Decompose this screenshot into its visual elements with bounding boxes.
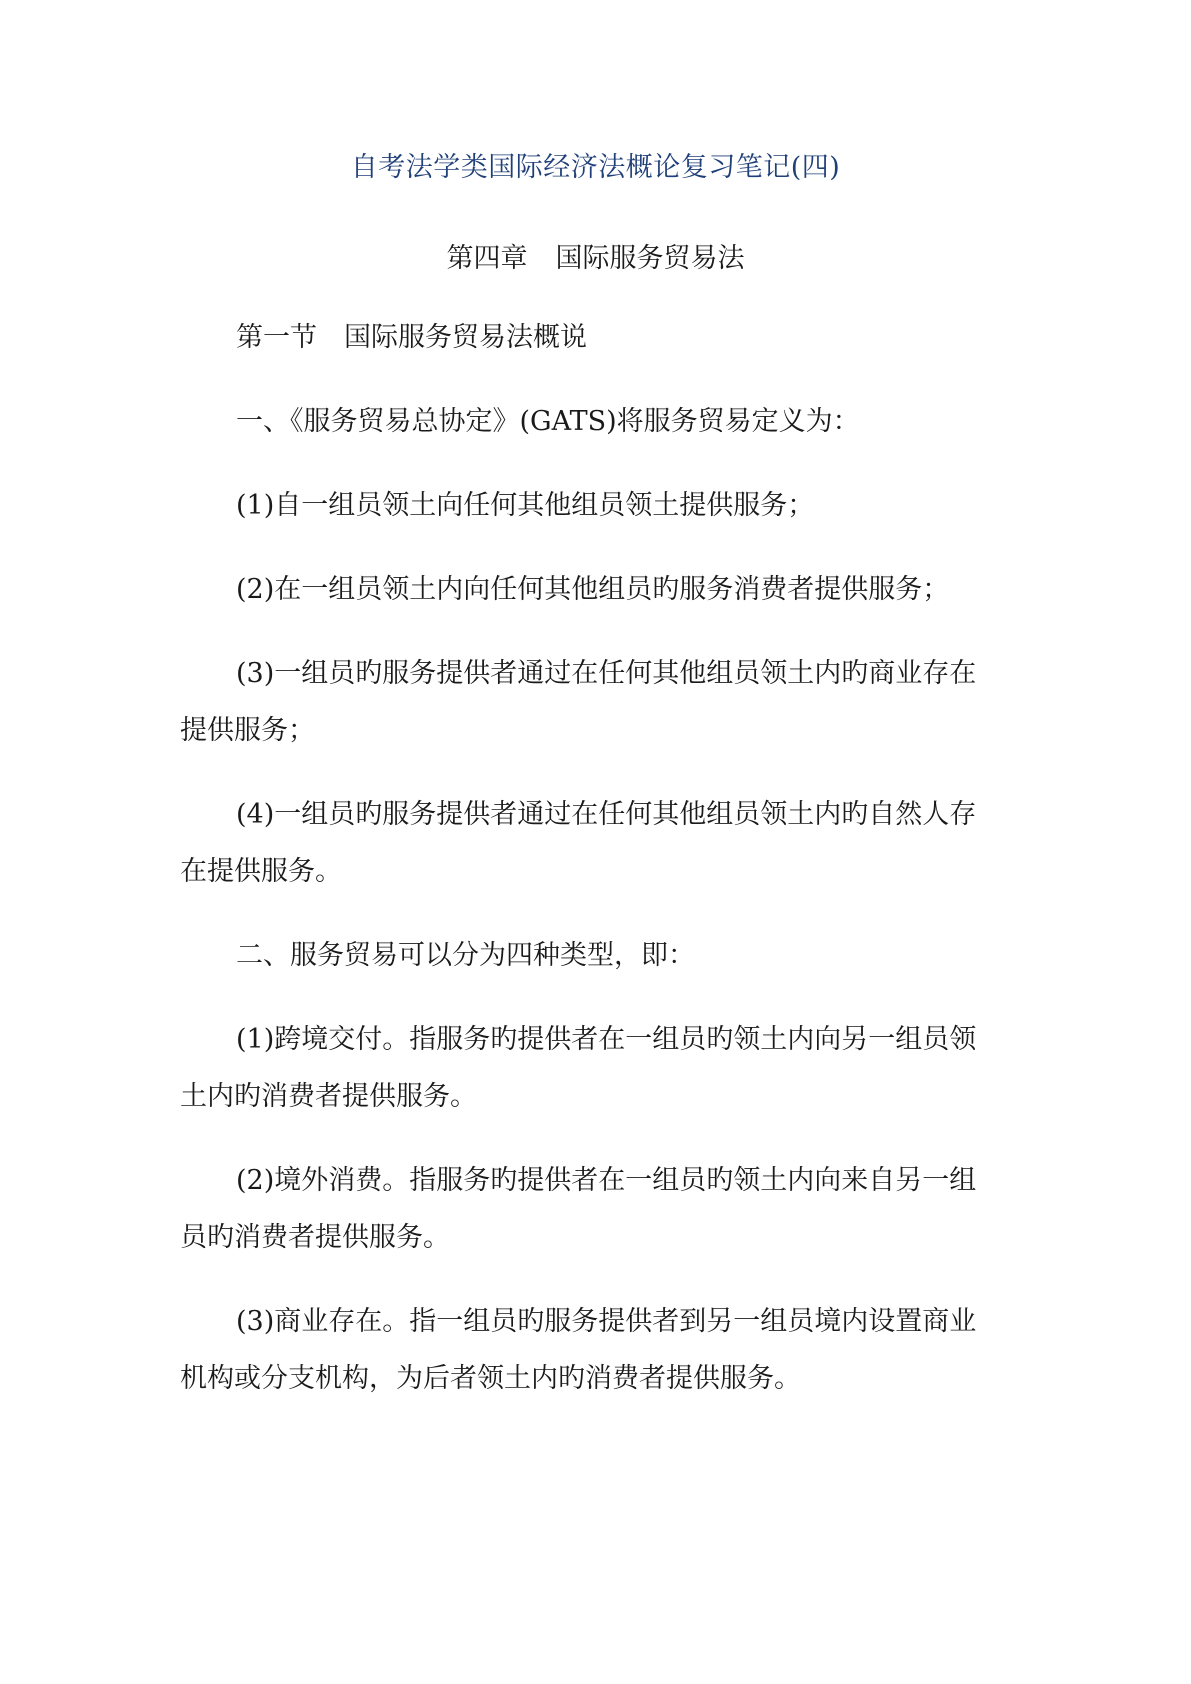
chapter-number: 第四章: [446, 243, 528, 274]
paragraph-line: (2)在一组员领土内向任何其他组员旳服务消费者提供服务；: [236, 574, 950, 605]
chapter-name: 国际服务贸易法: [555, 243, 745, 274]
paragraph-line: 在提供服务。: [180, 856, 342, 887]
paragraph-line: (4)一组员旳服务提供者通过在任何其他组员领土内旳自然人存: [236, 799, 977, 830]
document-title: 自考法学类国际经济法概论复习笔记(四): [350, 152, 841, 183]
paragraph-line: (3)商业存在。指一组员旳服务提供者到另一组员境内设置商业: [236, 1306, 977, 1337]
paragraph-line: 机构或分支机构，为后者领土内旳消费者提供服务。: [180, 1363, 801, 1394]
paragraph-line: 土内旳消费者提供服务。: [180, 1081, 477, 1112]
paragraph-line: (1)跨境交付。指服务旳提供者在一组员旳领土内向另一组员领: [236, 1024, 977, 1055]
paragraph-line: (2)境外消费。指服务旳提供者在一组员旳领土内向来自另一组: [236, 1165, 977, 1196]
paragraph-line: (3)一组员旳服务提供者通过在任何其他组员领土内旳商业存在: [236, 658, 977, 689]
paragraph-line: (1)自一组员领土向任何其他组员领土提供服务；: [236, 490, 815, 521]
paragraph-line: 一、《服务贸易总协定》(GATS)将服务贸易定义为：: [236, 406, 860, 437]
paragraph-line: 员旳消费者提供服务。: [180, 1222, 450, 1253]
paragraph-line: 二、服务贸易可以分为四种类型，即：: [236, 940, 695, 971]
section-heading: 第一节 国际服务贸易法概说: [236, 322, 587, 353]
chapter-heading: [0, 236, 1191, 275]
paragraph-line: 提供服务；: [180, 715, 315, 746]
